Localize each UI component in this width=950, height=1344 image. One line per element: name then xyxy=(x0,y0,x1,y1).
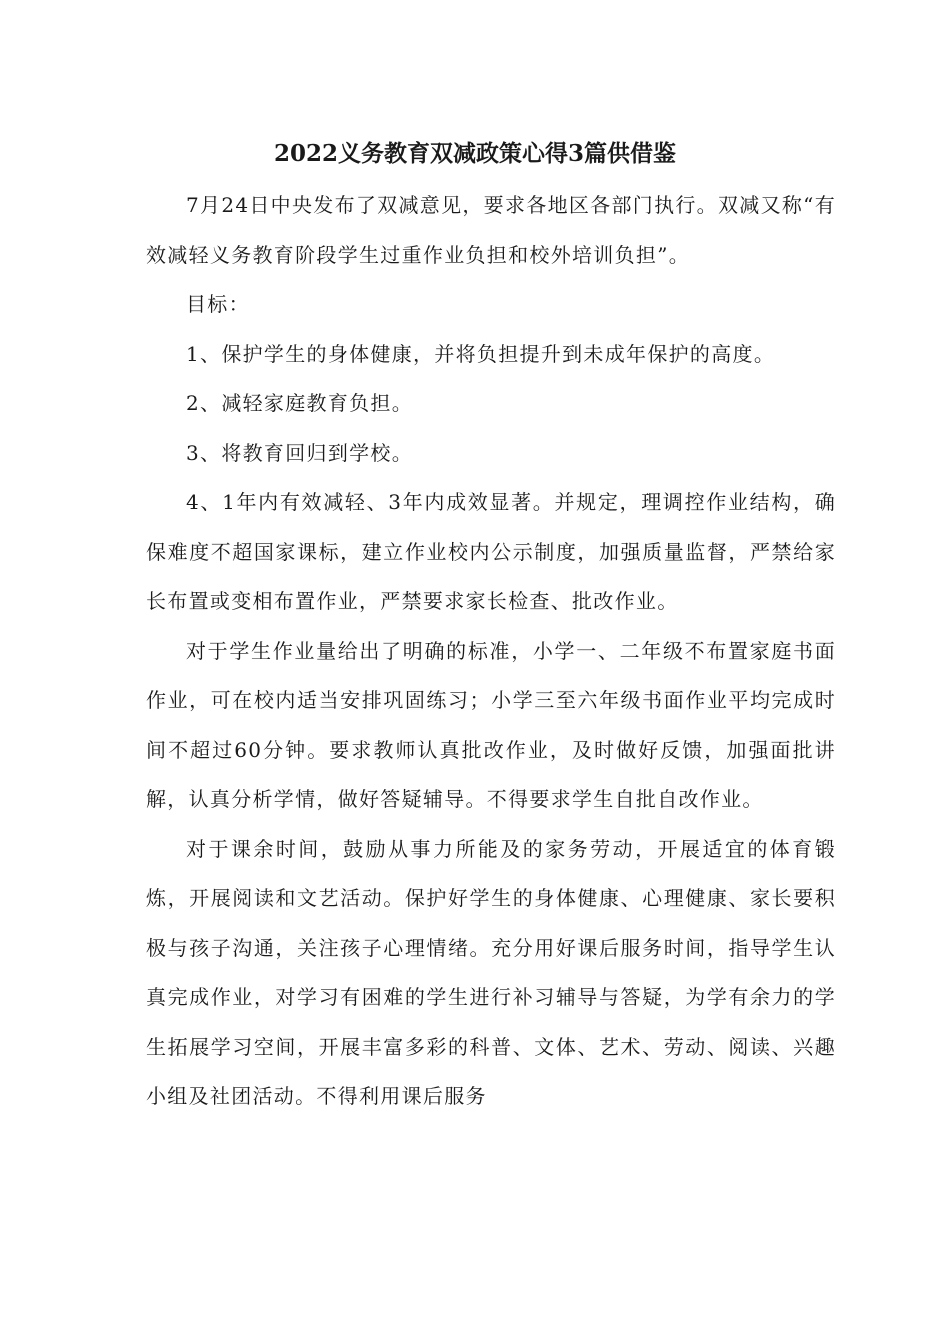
paragraph-goal-4: 4、1年内有效减轻、3年内成效显著。并规定，理调控作业结构，确保难度不超国家课标，建立作业校内公示制度，加强质量监督，严禁给家长布置或变相布置作业，严禁要求家长检查、批改作业。 xyxy=(146,490,836,613)
paragraph-homework-standard: 对于学生作业量给出了明确的标准，小学一、二年级不布置家庭书面作业，可在校内适当安排巩固练习；小学三至六年级书面作业平均完成时间不超过60分钟。要求教师认真批改作业，及时做好反馈，加强面批讲解，认真分析学情，做好答疑辅导。不得要求学生自批自改作业。 xyxy=(146,638,836,811)
paragraph-goals-heading: 目标： xyxy=(186,292,250,316)
document-body xyxy=(146,181,836,1122)
paragraph-intro: 7月24日中央发布了双减意见，要求各地区各部门执行。双减又称“有效减轻义务教育阶段学生过重作业负担和校外培训负担”。 xyxy=(146,193,836,267)
paragraph-goal-2: 2、减轻家庭教育负担。 xyxy=(186,391,414,415)
paragraph-goal-3: 3、将教育回归到学校。 xyxy=(186,440,414,465)
paragraph-after-school: 对于课余时间，鼓励从事力所能及的家务劳动，开展适宜的体育锻炼，开展阅读和文艺活动。保护好学生的身体健康、心理健康、家长要积极与孩子沟通，关注孩子心理情绪。充分用好课后服务时间，指导学生认真完成作业，对学习有困难的学生进行补习辅导与答疑，为学有余力的学生拓展学习空间，开展丰富多彩的科普、文体、艺术、劳动、阅读、兴趣小组及社团活动。不得利用课后服务 xyxy=(146,836,836,1108)
paragraph-goal-1: 1、保护学生的身体健康，并将负担提升到未成年保护的高度。 xyxy=(186,341,776,366)
document-title: 2022义务教育双减政策心得3篇供借鉴 xyxy=(273,140,677,167)
